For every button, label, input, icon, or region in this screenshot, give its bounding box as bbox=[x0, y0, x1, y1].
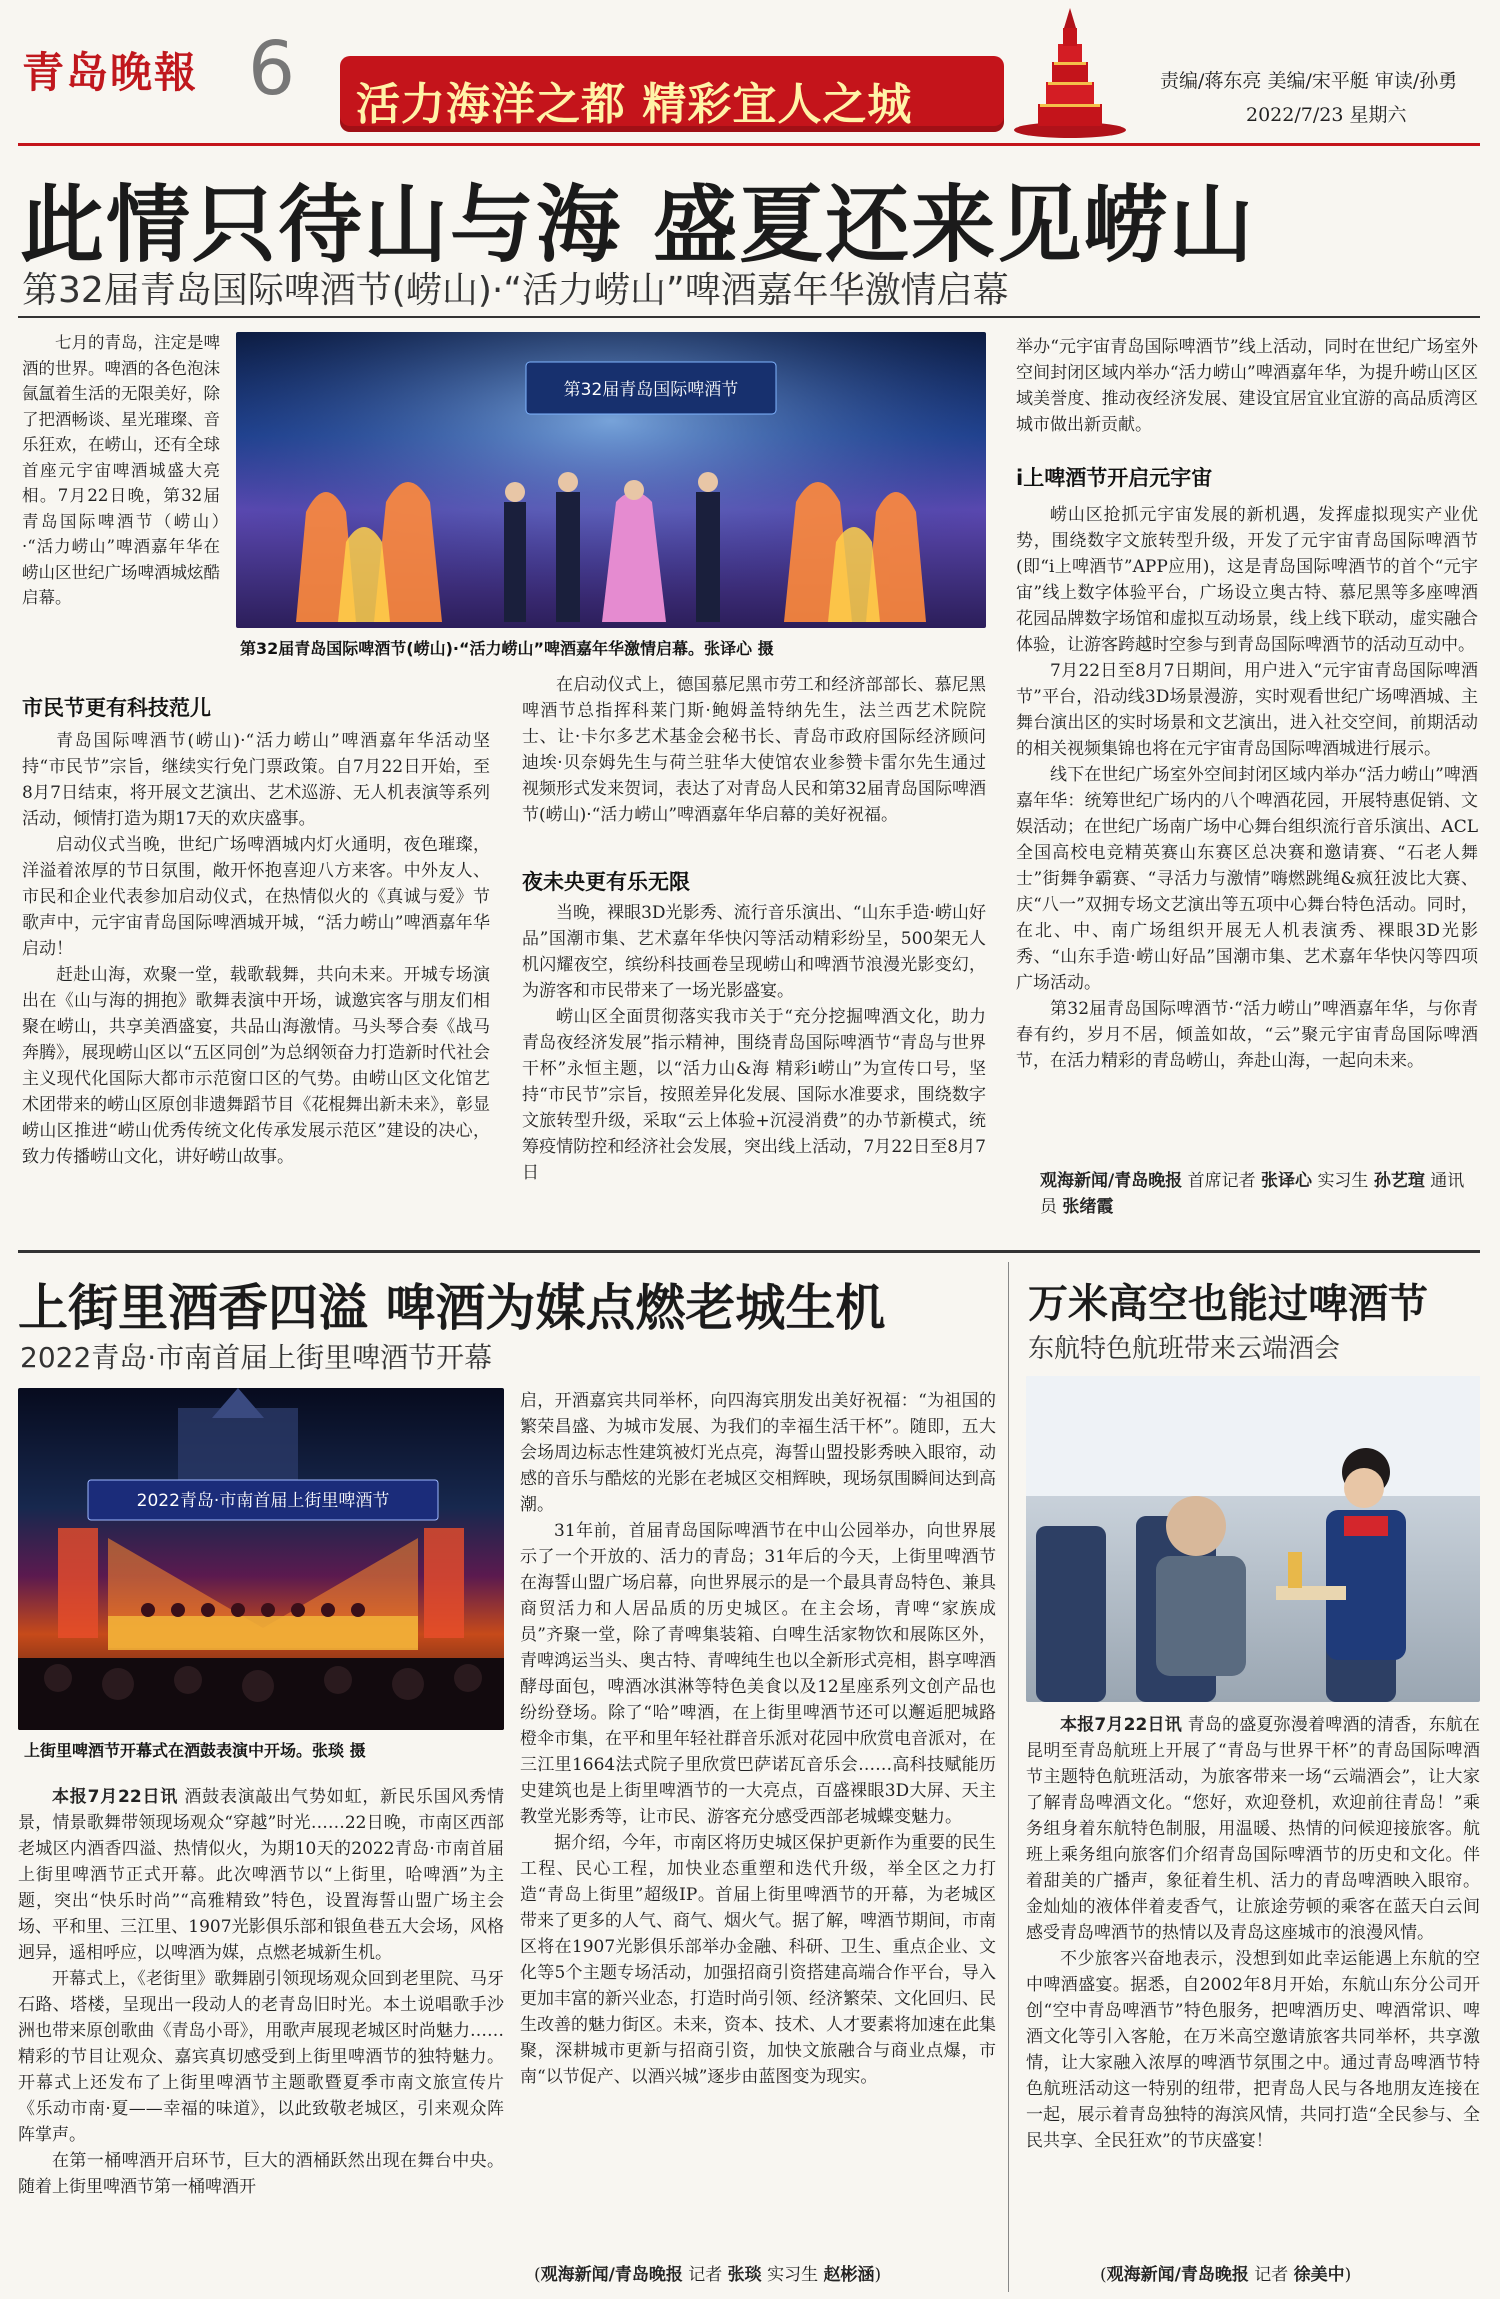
festival-banner-text: 2022青岛·市南首届上街里啤酒节 bbox=[136, 1491, 390, 1511]
article1-section3-title: i上啤酒节开启元宇宙 bbox=[1016, 466, 1213, 490]
article2-col1-body: 本报7月22日讯 酒鼓表演敲出气势如虹，新民乐国风秀情景，情景歌舞带领现场观众“穿越”时光……22日晚，市南区西部老城区内酒香四溢、热情似火，为期10天的2022青岛·市南首届上街里啤酒节正式开幕。此次啤酒节以“上街里，哈啤酒”为主题，突出“快乐时尚”“高雅精致”特色，设置海誓山盟广场主会场、平和里、三江里、1907光影俱乐部和银鱼巷五大会场，风格迥异，遥相呼应，以啤酒为媒，点燃老城新生机。 开幕式上，《老街里》歌舞剧引领现场观众回到老里院、马牙石路、塔楼，呈现出一段动人的老青岛旧时光。本土说唱歌手沙洲也带来原创歌曲《青岛小哥》，用歌声展现老城区时尚魅力……精彩的节目让观众、嘉宾真切感受到上街里啤酒节的独特魅力。开幕式上还发布了上街里啤酒节主题歌暨夏季市南文旅宣传片《乐动市南·夏——幸福的味道》，以此致敬老城区，引来观众阵阵掌声。 在第一桶啤酒开启环节，巨大的酒桶跃然出现在舞台中央。随着上街里啤酒节第一桶啤酒开 bbox=[18, 1787, 505, 2197]
article2-dateline: 本报7月22日讯 bbox=[52, 1787, 179, 1807]
article1-photo-caption: 第32届青岛国际啤酒节(崂山)·“活力崂山”啤酒嘉年华激情启幕。张译心 摄 bbox=[240, 639, 774, 658]
article1-divider bbox=[18, 316, 1480, 318]
article3-subheadline: 东航特色航班带来云端酒会 bbox=[1028, 1334, 1341, 1364]
article1-section2-body: 当晚，裸眼3D光影秀、流行音乐演出、“山东手造·崂山好品”国潮市集、艺术嘉年华快闪等活动精彩纷呈，500架无人机闪耀夜空，缤纷科技画卷呈现崂山和啤酒节浪漫光影变幻，为游客和市民带来了一场光影盛宴。 崂山区全面贯彻落实我市关于“充分挖掘啤酒文化，助力青岛夜经济发展”指示精神，围绕青岛国际啤酒节“青岛与世界干杯”永恒主题，以“活力山&海 精彩i崂山”为宣传口号，坚持“市民节”宗旨，按照差异化发展、国际水准要求，围绕数字文旅转型升级，采取“云上体验+沉浸消费”的办节新模式，统筹疫情防控和经济社会发展，突出线上活动，7月22日至8月7日 bbox=[522, 903, 986, 1183]
article2-byline: (观海新闻/青岛晚报 记者 张琰 实习生 赵彬涵) bbox=[534, 2265, 882, 2285]
issue-date: 2022/7/23 星期六 bbox=[1246, 104, 1407, 126]
section-divider bbox=[18, 1250, 1480, 1253]
article3-body: 本报7月22日讯 青岛的盛夏弥漫着啤酒的清香，东航在昆明至青岛航班上开展了“青岛与世界干杯”的青岛国际啤酒节主题特色航班活动，为旅客带来一场“云端酒会”，让大家了解青岛啤酒文化。“您好，欢迎登机，欢迎前往青岛！”乘务组身着东航特色制服，用温暖、热情的问候迎接旅客。航班上乘务组向旅客们介绍青岛国际啤酒节的历史和文化。伴着甜美的广播声，象征着生机、活力的青岛啤酒映入眼帘。金灿灿的液体伴着麦香气，让旅途劳顿的乘客在蓝天白云间感受青岛啤酒节的热情以及青岛这座城市的浪漫风情。 不少旅客兴奋地表示，没想到如此幸运能遇上东航的空中啤酒盛宴。据悉，自2002年8月开始，东航山东分公司开创“空中青岛啤酒节”特色服务，把啤酒历史、啤酒常识、啤酒文化等引入客舱，在万米高空邀请旅客共同举杯，共享激情，让大家融入浓厚的啤酒节氛围之中。通过青岛啤酒节特色航班活动这一特别的纽带，把青岛人民与各地朋友连接在一起，展示着青岛独特的海滨风情，共同打造“全民参与、全民共享、全民狂欢”的节庆盛宴！ bbox=[1026, 1715, 1481, 2151]
article2-headline: 上街里酒香四溢 啤酒为媒点燃老城生机 bbox=[18, 1278, 886, 1337]
slogan-text: 活力海洋之都 精彩宜人之城 bbox=[356, 79, 913, 130]
article1-byline: 观海新闻/青岛晚报 首席记者 张译心 实习生 孙艺瑄 通讯员 张绪霞 bbox=[1040, 1171, 1465, 1217]
article3-headline: 万米高空也能过啤酒节 bbox=[1028, 1280, 1428, 1327]
article1-section3-body: 崂山区抢抓元宇宙发展的新机遇，发挥虚拟现实产业优势，围绕数字文旅转型升级，开发了元宇宙青岛国际啤酒节(即“i上啤酒节”APP应用)，这是青岛国际啤酒节的首个“元宇宙”线上数字体验平台，广场设立奥古特、慕尼黑等多座啤酒花园品牌数字场馆和虚拟互动场景，线上线下联动，虚实融合体验，让游客跨越时空参与到青岛国际啤酒节的活动互动中。 7月22日至8月7日期间，用户进入“元宇宙青岛国际啤酒节”平台，沿动线3D场景漫游，实时观看世纪广场啤酒城、主舞台演出区的实时场景和文艺演出，进入社交空间，前期活动的相关视频集锦也将在元宇宙青岛国际啤酒城进行展示。 线下在世纪广场室外空间封闭区域内举办“活力崂山”啤酒嘉年华：统筹世纪广场内的八个啤酒花园，开展特惠促销、文娱活动；在世纪广场南广场中心舞台组织流行音乐演出、ACL全国高校电竞精英赛山东赛区总决赛和邀请赛、“石老人舞士”街舞争霸赛、“寻活力与激情”嗨燃跳绳&疯狂波比大赛、庆“八一”双拥专场文艺演出等五项中心舞台特色活动。同时，在北、中、南广场组织开展无人机表演秀、裸眼3D光影秀、“山东手造·崂山好品”国潮市集、艺术嘉年华快闪等四项广场活动。 第32届青岛国际啤酒节·“活力崂山”啤酒嘉年华，与你青春有约，岁月不居，倾盖如故，“云”聚元宇宙青岛国际啤酒节，在活力精彩的青岛崂山，奔赴山海，一起向未来。 bbox=[1016, 505, 1478, 1071]
stage-screen-text: 第32届青岛国际啤酒节 bbox=[563, 380, 739, 400]
article1-col3-body: 举办“元宇宙青岛国际啤酒节”线上活动，同时在世纪广场室外空间封闭区域内举办“活力崂山”啤酒嘉年华，为提升崂山区区域美誉度、推动夜经济发展、建设宜居宜业宜游的高品质湾区城市做出新贡献。 bbox=[1016, 337, 1478, 435]
column-divider bbox=[1008, 1262, 1009, 2292]
byline-org: 观海新闻/青岛晚报 bbox=[1040, 1171, 1183, 1191]
article1-section2-title: 夜未央更有乐无限 bbox=[522, 870, 690, 894]
article1-section1-body: 青岛国际啤酒节(崂山)·“活力崂山”啤酒嘉年华活动坚持“市民节”宗旨，继续实行免门票政策。自7月22日开始，至8月7日结束，将开展文艺演出、艺术巡游、无人机表演等系列活动，倾情打造为期17天的欢庆盛事。 启动仪式当晚，世纪广场啤酒城内灯火通明，夜色璀璨，洋溢着浓厚的节日氛围，敞开怀抱喜迎八方来客。中外友人、市民和企业代表参加启动仪式，在热情似火的《真诚与爱》节歌声中，元宇宙青岛国际啤酒城开城，“活力崂山”啤酒嘉年华启动！ 赶赴山海，欢聚一堂，载歌载舞，共向未来。开城专场演出在《山与海的拥抱》歌舞表演中开场，诚邀宾客与朋友们相聚在崂山，共享美酒盛宴，共品山海激情。马头琴合奏《战马奔腾》，展现崂山区以“五区同创”为总纲领奋力打造新时代社会主义现代化国际大都市示范窗口区的气势。由崂山区文化馆艺术团带来的崂山区原创非遗舞蹈节目《花棍舞出新未来》，彰显崂山区推进“崂山优秀传统文化传承发展示范区”建设的决心，致力传播崂山文化，讲好崂山故事。 bbox=[22, 731, 490, 1167]
stage-illustration bbox=[236, 332, 986, 628]
article1-col2-body: 在启动仪式上，德国慕尼黑市劳工和经济部部长、慕尼黑啤酒节总指挥科莱门斯·鲍姆盖特纳先生，法兰西艺术院院士、让·卡尔多艺术基金会秘书长、青岛市政府国际经济顾问迪埃·贝奈姆先生与荷兰驻华大使馆农业参赞卡雷尔先生通过视频形式发来贺词，表达了对青岛人民和第32届青岛国际啤酒节(崂山)·“活力崂山”啤酒嘉年华启幕的美好祝福。 bbox=[522, 675, 986, 825]
street-beer-festival-photo bbox=[18, 1388, 504, 1730]
article2-subheadline: 2022青岛·市南首届上街里啤酒节开幕 bbox=[20, 1341, 493, 1374]
article2-photo-caption: 上街里啤酒节开幕式在酒鼓表演中开场。张琰 摄 bbox=[24, 1741, 366, 1760]
article2-col2-body: 启，开酒嘉宾共同举杯，向四海宾朋发出美好祝福：“为祖国的繁荣昌盛、为城市发展、为我们的幸福生活干杯”。随即，五大会场周边标志性建筑被灯光点亮，海誓山盟投影秀映入眼帘，动感的音乐与酷炫的光影在老城区交相辉映，现场氛围瞬间达到高潮。 31年前，首届青岛国际啤酒节在中山公园举办，向世界展示了一个开放的、活力的青岛；31年后的今天，上街里啤酒节在海誓山盟广场启幕，向世界展示的是一个最具青岛特色、兼具商贸活力和人居品质的历史城区。在主会场，青啤“家族成员”齐聚一堂，除了青啤集装箱、白啤生活家物饮和展陈区外，青啤鸿运当头、奥古特、青啤纯生也以全新形式亮相，斟享啤酒酵母面包，啤酒冰淇淋等特色美食以及12星座系列文创产品也纷纷登场。除了“哈”啤酒，在上街里啤酒节还可以邂逅肥城路橙伞市集，在平和里年轻社群音乐派对花园中欣赏电音派对，在三江里1664法式院子里欣赏巴萨诺瓦音乐会……高科技赋能历史建筑也是上街里啤酒节的一大亮点，百盛裸眼3D大屏、天主教堂光影秀等，让市民、游客充分感受西部老城蝶变魅力。 据介绍，今年，市南区将历史城区保护更新作为重要的民生工程、民心工程，加快业态重塑和迭代升级，举全区之力打造“青岛上街里”超级IP。首届上街里啤酒节的开幕，为老城区带来了更多的人气、商气、烟火气。据了解，啤酒节期间，市南区将在1907光影俱乐部举办金融、科研、卫生、重点企业、文化等5个主题专场活动，加强招商引资搭建高端合作平台，导入更加丰富的新兴业态，打造时尚引领、经济繁荣、文化回归、民生改善的魅力街区。未来，资本、技术、人才要素将加速在此集聚，深耕城市更新与招商引资，加快文旅融合与商业点爆，市南“以节促产、以酒兴城”逐步由蓝图变为现实。 bbox=[520, 1391, 996, 2087]
beer-festival-stage-photo bbox=[236, 332, 986, 628]
article3-dateline: 本报7月22日讯 bbox=[1060, 1715, 1182, 1735]
article3-byline: (观海新闻/青岛晚报 记者 徐美中) bbox=[1100, 2265, 1352, 2285]
article1-section1-title: 市民节更有科技范儿 bbox=[22, 696, 211, 720]
page-number: 6 bbox=[248, 26, 296, 112]
newspaper-brand: 青岛晚報 bbox=[22, 48, 199, 97]
lighthouse-tower-icon bbox=[1010, 6, 1130, 138]
article1-lead: 七月的青岛，注定是啤酒的世界。啤酒的各色泡沫氤氲着生活的无限美好，除了把酒畅谈、星光璀璨、音乐狂欢，在崂山，还有全球首座元宇宙啤酒城盛大亮相。7月22日晚，第32届青岛国际啤酒节（崂山）·“活力崂山”啤酒嘉年华在崂山区世纪广场啤酒城炫酷启幕。 bbox=[22, 333, 220, 607]
article1-subheadline: 第32届青岛国际啤酒节(崂山)·“活力崂山”啤酒嘉年华激情启幕 bbox=[22, 270, 1009, 311]
airplane-cabin-photo bbox=[1026, 1376, 1480, 1702]
masthead-rule bbox=[18, 143, 1480, 146]
cabin-illustration bbox=[1026, 1376, 1480, 1702]
editor-credits: 责编/蒋东亮 美编/宋平艇 审读/孙勇 bbox=[1160, 70, 1458, 92]
article1-headline: 此情只待山与海 盛夏还来见崂山 bbox=[20, 175, 1256, 274]
festival-stage-illustration bbox=[18, 1388, 504, 1730]
